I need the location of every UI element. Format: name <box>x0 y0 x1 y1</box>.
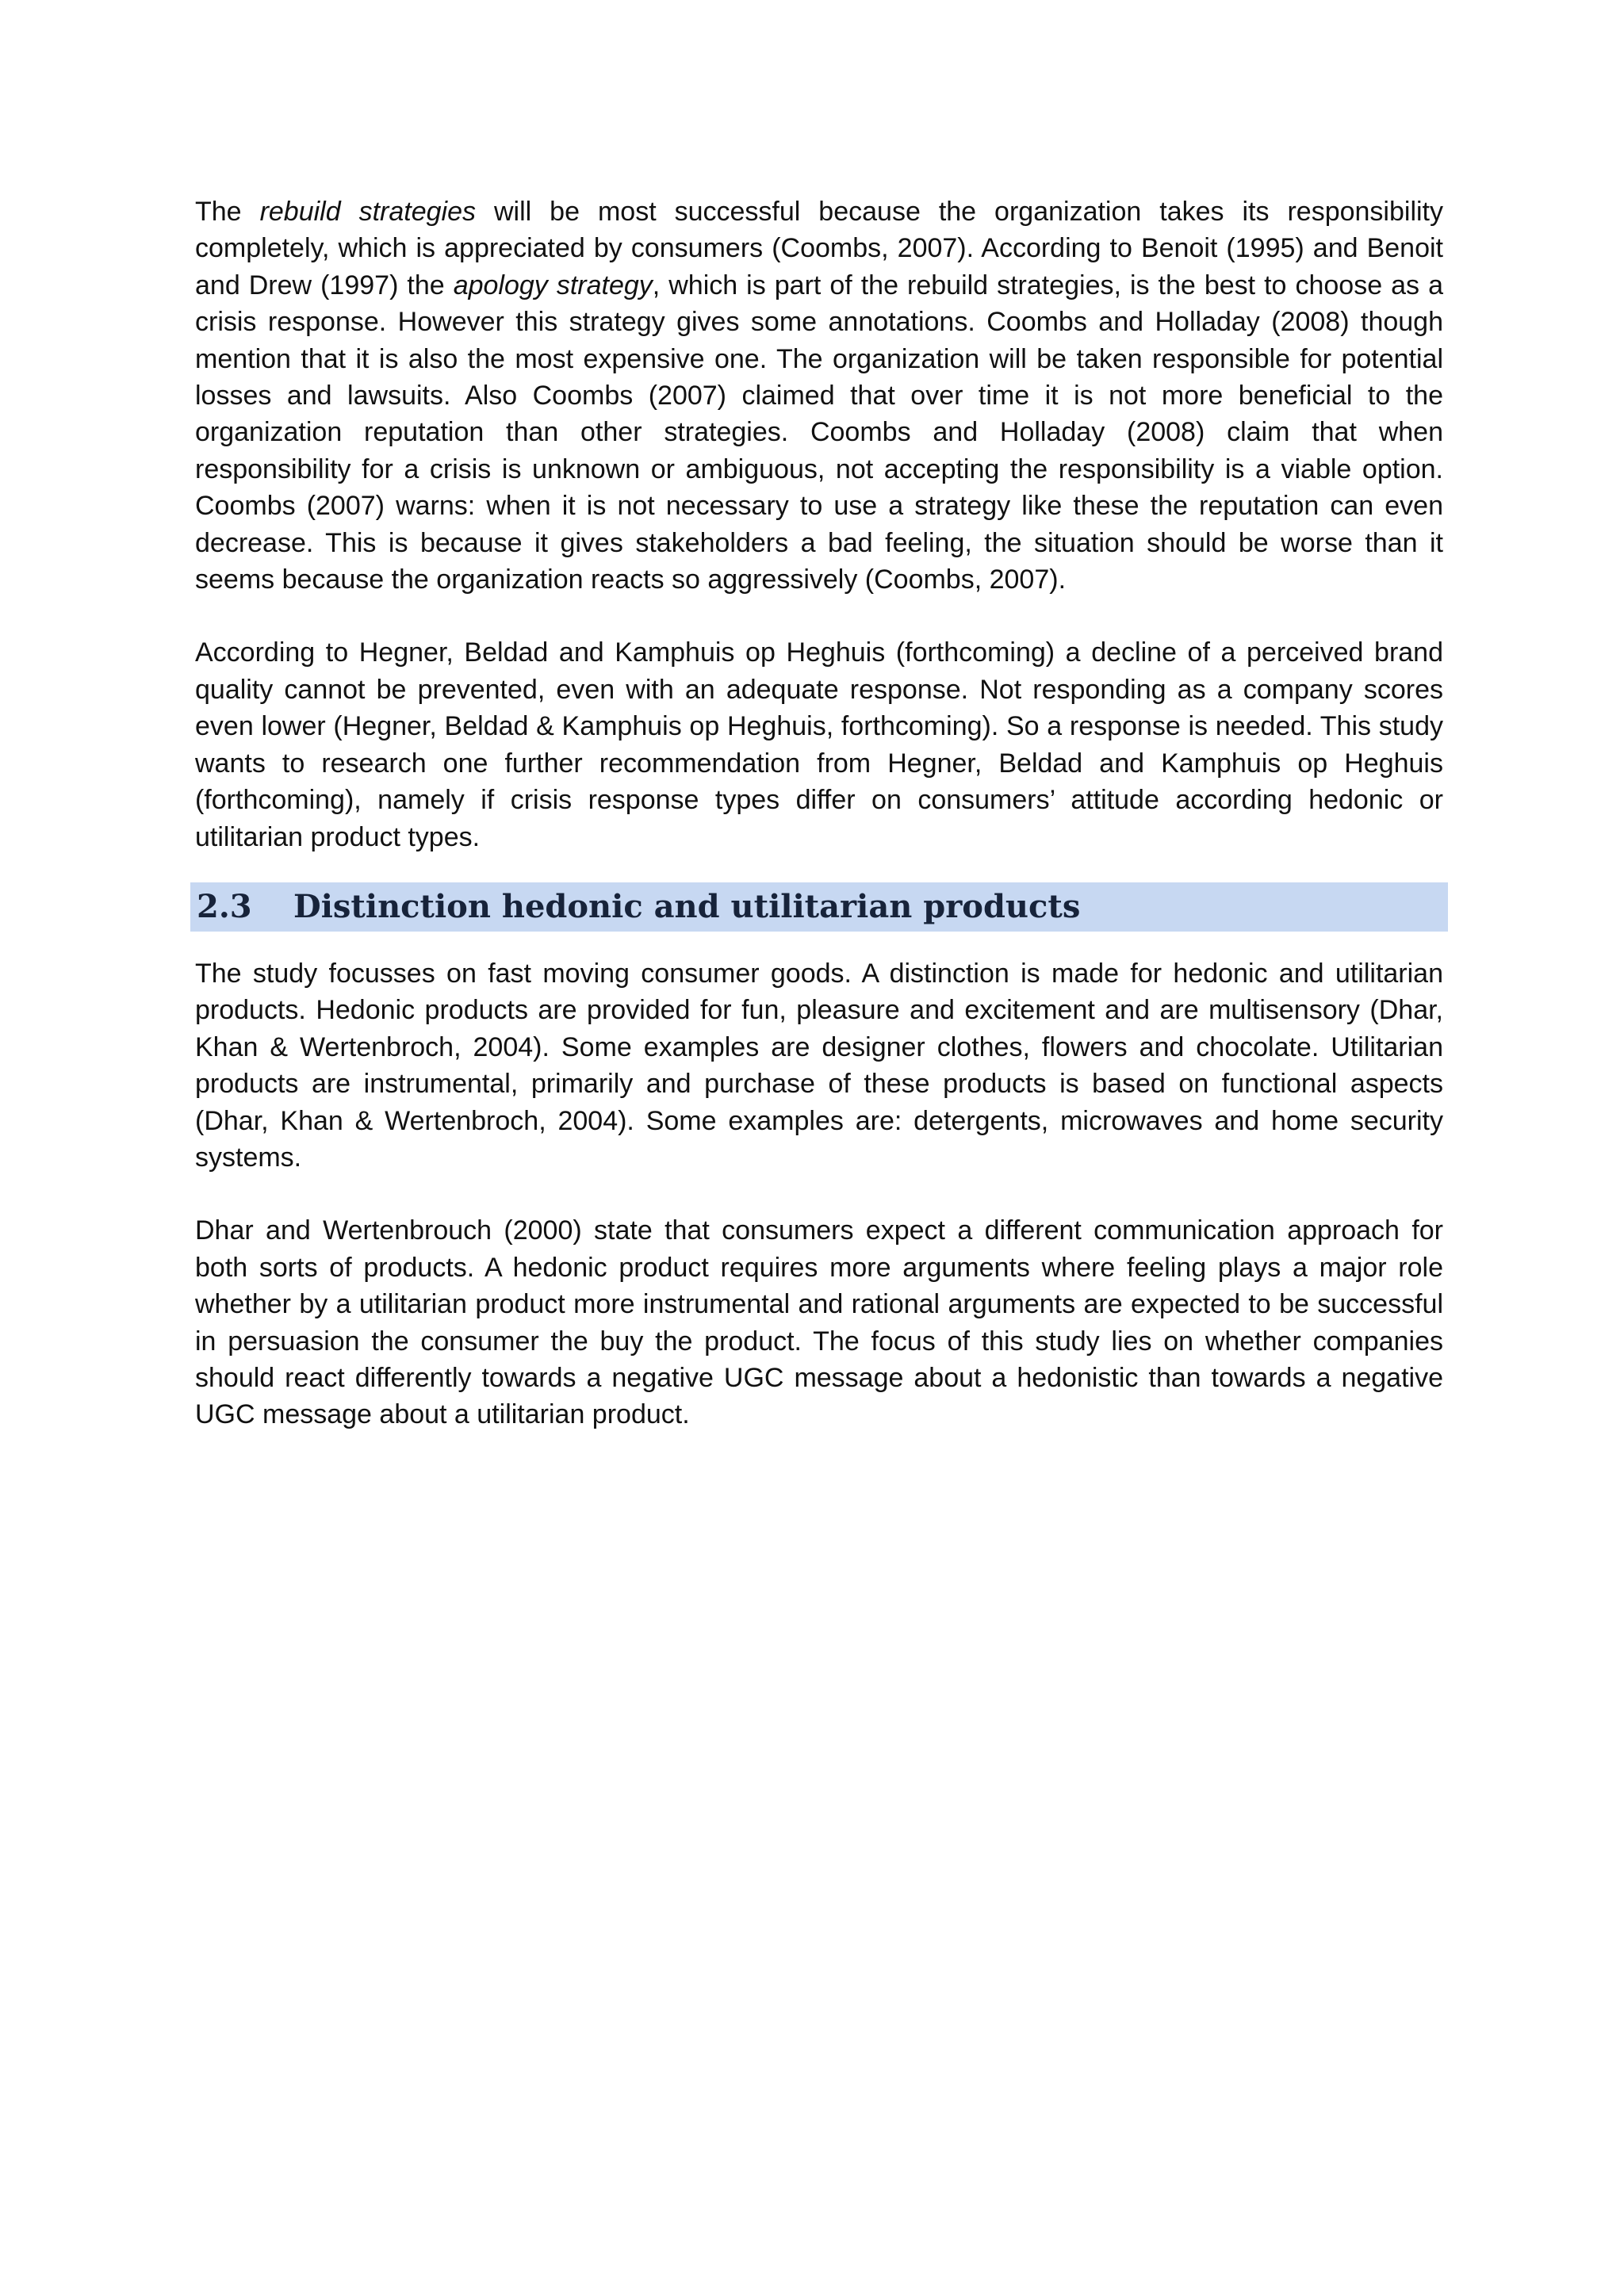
paragraph-product-distinction: The study focusses on fast moving consumer goods. A distinction is made for hedonic and utilitarian products. Hedonic products are provided for fun, pleasure and excitement and are multisensory (Dhar, Khan & Wertenbroch, 2004). Some examples are designer clothes, flowers and chocolate. Utilitarian products are instrumental, primarily and purchase of these products is based on functional aspects (Dhar, Khan & Wertenbroch, 2004). Some examples are: detergents, microwaves and home security systems. <box>195 958 1443 1173</box>
paragraph-hegner-response: According to Hegner, Beldad and Kamphuis op Heghuis (forthcoming) a decline of a perceived brand quality cannot be prevented, even with an adequate response. Not responding as a company scores even lower (Hegner, Beldad & Kamphuis op Heghuis, forthcoming). So a response is needed. This study wants to research one further recommendation from Hegner, Beldad and Kamphuis op Heghuis (forthcoming), namely if crisis response types differ on consumers’ attitude according hedonic or utilitarian product types. <box>195 637 1443 852</box>
page-content <box>195 193 1443 1433</box>
paragraph-communication-approach: Dhar and Wertenbrouch (2000) state that consumers expect a different communication approach for both sorts of products. A hedonic product requires more arguments where feeling plays a major role whether by a utilitarian product more instrumental and rational arguments are expected to be successful in persuasion the consumer the buy the product. The focus of this study lies on whether companies should react differently towards a negative UGC message about a hedonistic than towards a negative UGC message about a utilitarian product. <box>195 1215 1443 1430</box>
paragraph-rebuild-strategies <box>195 193 1443 598</box>
emphasis-apology-strategy: apology strategy <box>453 270 653 300</box>
paragraph-spacer <box>195 598 1443 634</box>
paragraph1-text-1: The <box>195 197 260 227</box>
section-title: Distinction hedonic and utilitarian products <box>293 888 1081 926</box>
paragraph1-text-2: will be most successful because the organization takes its responsibility completely, which is appreciated by consumers (Coombs, 2007). According to Benoit (1995) and Benoit and Drew (1997) the <box>195 197 1443 300</box>
section-heading <box>190 882 1448 932</box>
paragraph-spacer <box>195 1176 1443 1212</box>
emphasis-rebuild-strategies: rebuild strategies <box>259 197 477 227</box>
paragraph1-text-3: , which is part of the rebuild strategies, is the best to choose as a crisis response. However this strategy gives some annotations. Coombs and Holladay (2008) though mention that it is also the most expensive one. The organization will be taken responsible for potential losses and lawsuits. Also Coombs (2007) claimed that over time it is not more beneficial to the organization reputation than other strategies. Coombs and Holladay (2008) claim that when responsibility for a crisis is unknown or ambiguous, not accepting the responsibility is a viable option. Coombs (2007) warns: when it is not necessary to use a strategy like these the reputation can even decrease. This is because it gives stakeholders a bad feeling, the situation should be worse than it seems because the organization reacts so aggressively (Coombs, 2007). <box>195 270 1443 595</box>
section-number: 2.3 <box>197 888 252 926</box>
